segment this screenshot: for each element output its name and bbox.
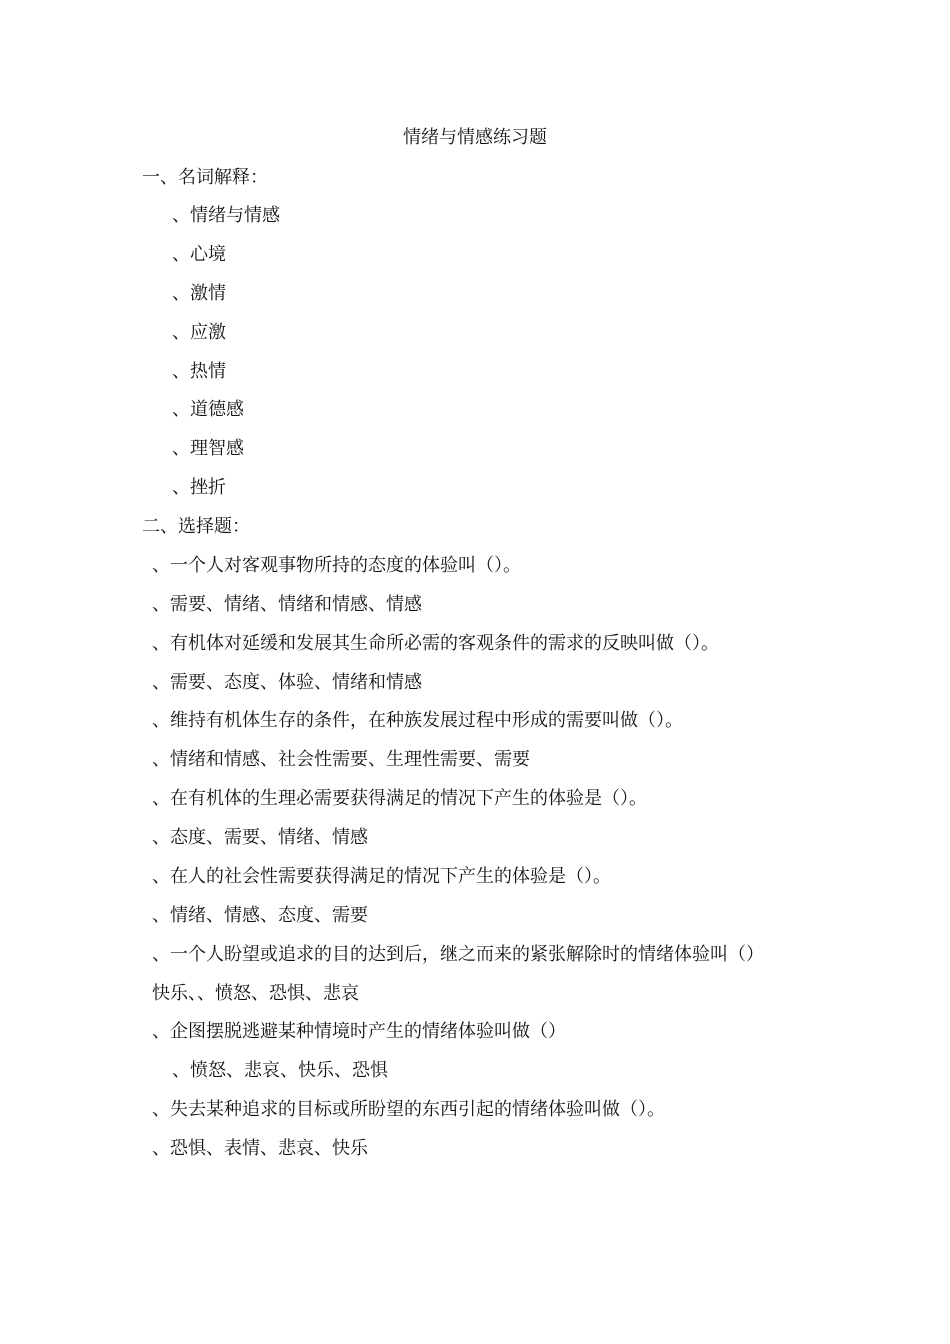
question-line: 、一个人对客观事物所持的态度的体验叫（）。 [152,555,521,576]
options-line: 、恐惧、表情、悲哀、快乐 [152,1138,368,1159]
term-item: 、道德感 [172,399,244,420]
document-title: 情绪与情感练习题 [403,127,547,148]
question-line: 、企图摆脱逃避某种情境时产生的情绪体验叫做（） [152,1021,566,1042]
term-item: 、理智感 [172,438,244,459]
question-line: 、一个人盼望或追求的目的达到后，继之而来的紧张解除时的情绪体验叫（） [152,944,764,965]
section-heading-choice: 二、选择题： [142,516,250,537]
term-item: 、热情 [172,361,226,382]
options-line: 、情绪、情感、态度、需要 [152,905,368,926]
options-line: 、需要、情绪、情绪和情感、情感 [152,594,422,615]
question-line: 、在人的社会性需要获得满足的情况下产生的体验是（）。 [152,866,611,887]
options-line: 快乐、、愤怒、恐惧、悲哀 [152,983,359,1004]
term-item: 、情绪与情感 [172,205,280,226]
question-line: 、有机体对延缓和发展其生命所必需的客观条件的需求的反映叫做（）。 [152,633,719,654]
options-line: 、态度、需要、情绪、情感 [152,827,368,848]
question-line: 、在有机体的生理必需要获得满足的情况下产生的体验是（）。 [152,788,647,809]
options-line: 、情绪和情感、社会性需要、生理性需要、需要 [152,749,530,770]
term-item: 、应激 [172,322,226,343]
question-line: 、维持有机体生存的条件，在种族发展过程中形成的需要叫做（）。 [152,710,683,731]
section-heading-definitions: 一、名词解释： [142,167,268,188]
term-item: 、激情 [172,283,226,304]
term-item: 、心境 [172,244,226,265]
question-line: 、失去某种追求的目标或所盼望的东西引起的情绪体验叫做（）。 [152,1099,665,1120]
term-item: 、挫折 [172,477,226,498]
options-line: 、需要、态度、体验、情绪和情感 [152,672,422,693]
options-line: 、愤怒、悲哀、快乐、恐惧 [172,1060,388,1081]
